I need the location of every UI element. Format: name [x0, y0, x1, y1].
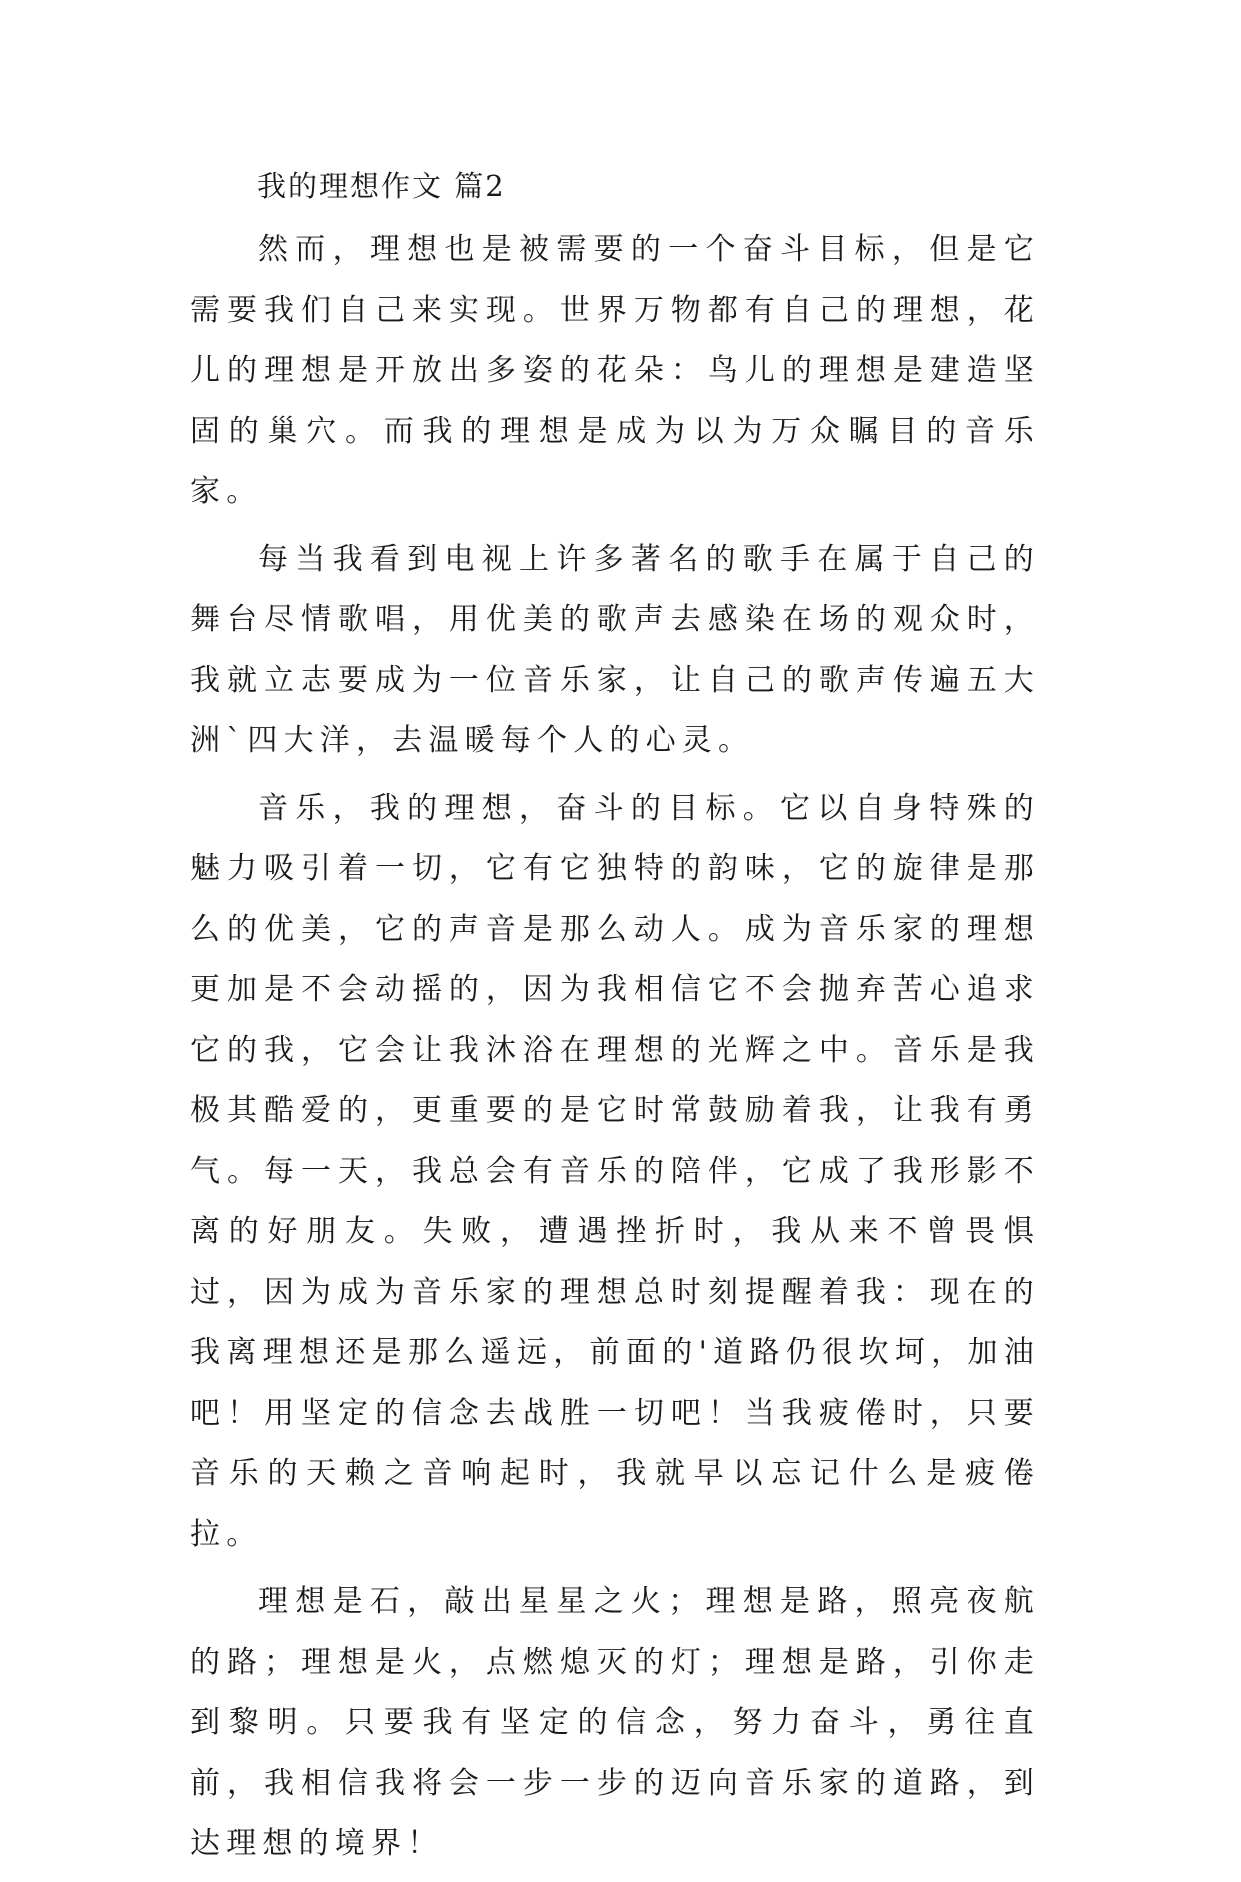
- essay-body: [190, 220, 1040, 1882]
- paragraph-1: 然而，理想也是被需要的一个奋斗目标，但是它需要我们自己来实现。世界万物都有自己的理想，花儿的理想是开放出多姿的花朵：鸟儿的理想是建造坚固的巢穴。而我的理想是成为以为万众瞩目的音乐家。: [190, 232, 1040, 509]
- paragraph-4: 理想是石，敲出星星之火；理想是路，照亮夜航的路；理想是火，点燃熄灭的灯；理想是路，引你走到黎明。只要我有坚定的信念，努力奋斗，勇往直前，我相信我将会一步一步的迈向音乐家的道路，到达理想的境界！: [190, 1584, 1040, 1861]
- paragraph-2: 每当我看到电视上许多著名的歌手在属于自己的舞台尽情歌唱，用优美的歌声去感染在场的观众时，我就立志要成为一位音乐家，让自己的歌声传遍五大洲`四大洋，去温暖每个人的心灵。: [190, 541, 1040, 758]
- essay-title: 我的理想作文 篇2: [257, 169, 506, 203]
- paragraph-3: 音乐，我的理想，奋斗的目标。它以自身特殊的魅力吸引着一切，它有它独特的韵味，它的旋律是那么的优美，它的声音是那么动人。成为音乐家的理想更加是不会动摇的，因为我相信它不会抛弃苦心追求它的我，它会让我沐浴在理想的光辉之中。音乐是我极其酷爱的，更重要的是它时常鼓励着我，让我有勇气。每一天，我总会有音乐的陪伴，它成了我形影不离的好朋友。失败，遭遇挫折时，我从来不曾畏惧过，因为成为音乐家的理想总时刻提醒着我：现在的我离理想还是那么遥远，前面的'道路仍很坎坷，加油吧！用坚定的信念去战胜一切吧！当我疲倦时，只要音乐的天赖之音响起时，我就早以忘记什么是疲倦拉。: [190, 790, 1040, 1552]
